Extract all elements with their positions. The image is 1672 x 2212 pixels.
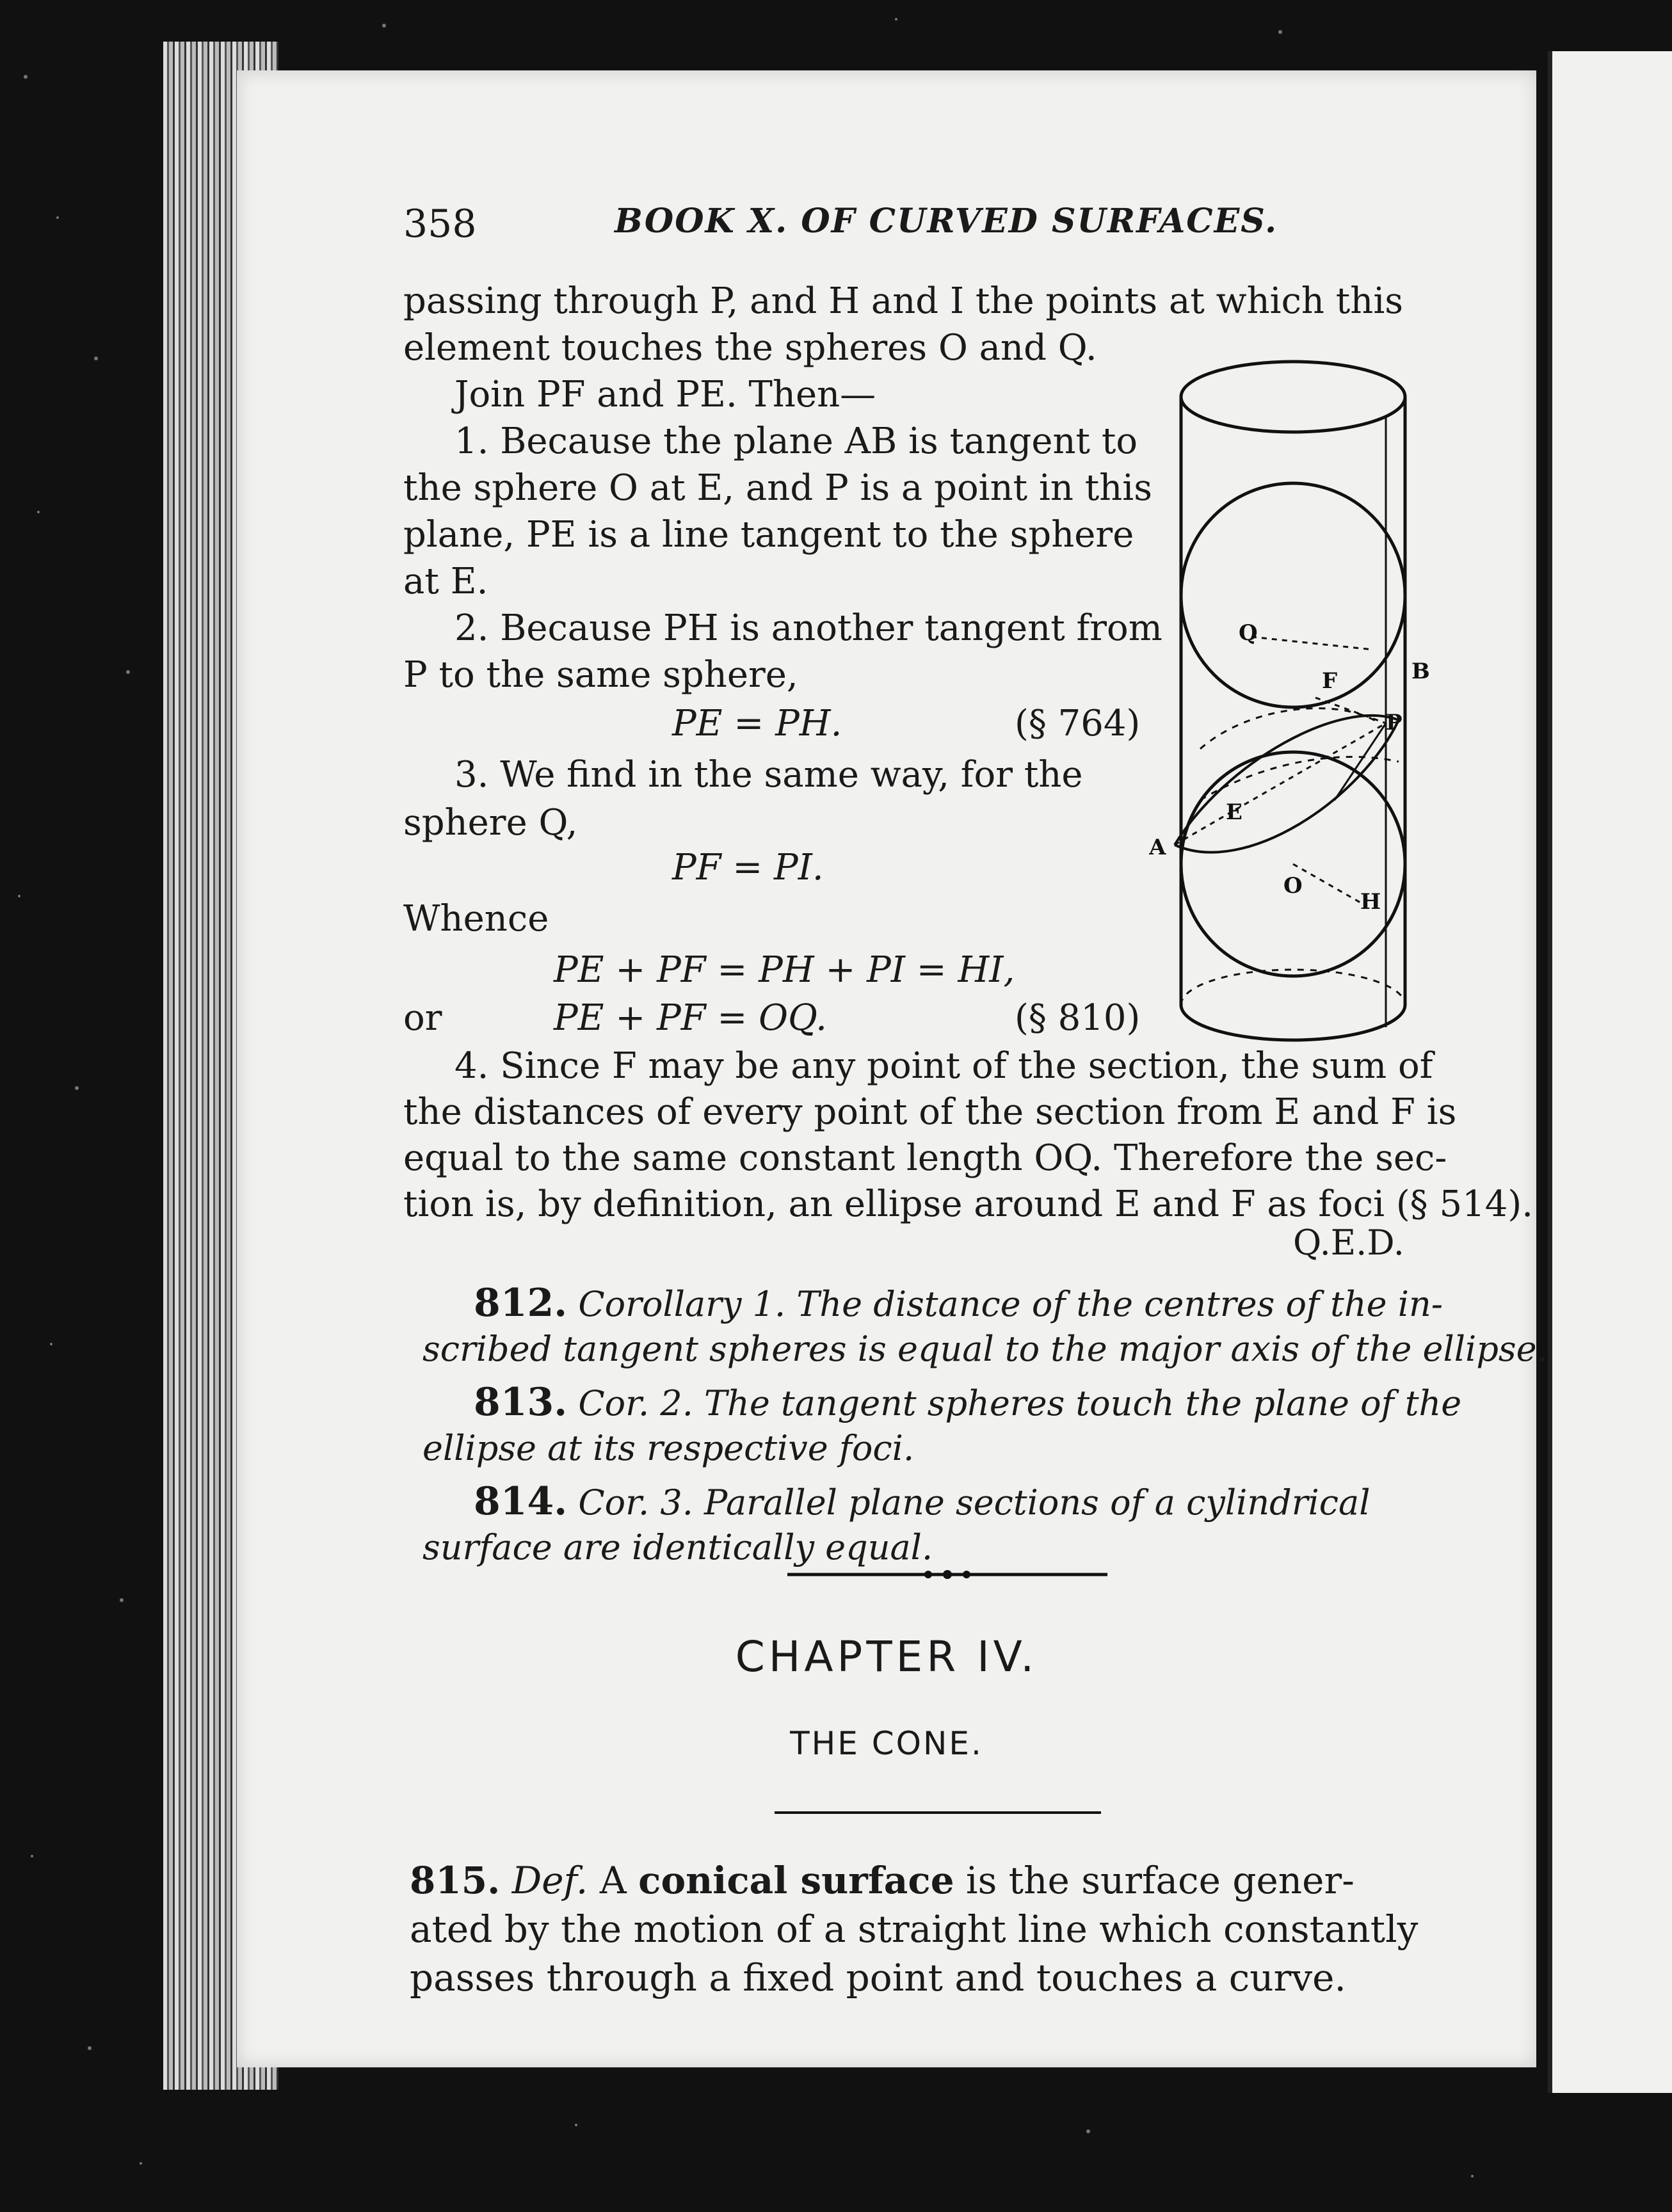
body-line: equal to the same constant length OQ. Therefore the sec- [403, 1137, 1447, 1179]
line-oh [1293, 864, 1360, 902]
definition-text: is the surface gener- [954, 1859, 1354, 1902]
chapter-title: CHAPTER IV. [735, 1632, 1038, 1681]
definition-term: conical surface [638, 1859, 954, 1902]
corollary-812 [474, 1280, 1443, 1327]
chapter-rule [775, 1811, 1101, 1814]
body-line: Join PF and PE. Then— [454, 374, 876, 415]
body-line: passing through P, and H and I the points at which this [403, 280, 1404, 322]
equation: PE = PH. [672, 703, 842, 744]
page-number: 358 [403, 202, 477, 246]
body-line: 4. Since F may be any point of the section, the sum of [454, 1045, 1433, 1087]
qed: Q.E.D. [1293, 1222, 1404, 1263]
equation-reference: (§ 810) [1015, 997, 1141, 1039]
definition-line: ated by the motion of a straight line which constantly [410, 1907, 1419, 1951]
corollary-814 [474, 1479, 1371, 1526]
definition-text: A [599, 1859, 639, 1902]
equation: PF = PI. [672, 847, 824, 888]
definition-815 [410, 1856, 1418, 2002]
corollary-number: 814. [474, 1479, 568, 1524]
figure-label-f: F [1322, 668, 1338, 694]
cylinder-bottom-front [1181, 1005, 1405, 1040]
line-ph [1335, 723, 1386, 800]
equation: PE + PF = OQ. [554, 997, 827, 1039]
page-header [403, 202, 1453, 253]
body-line: or [403, 997, 442, 1039]
corollary-text: surface are identically equal. [422, 1527, 933, 1567]
corollary-813 [474, 1379, 1461, 1427]
figure-label-h: H [1360, 889, 1381, 915]
book-page [237, 70, 1548, 2067]
corollary-text: ellipse at its respective foci. [422, 1428, 915, 1468]
facing-page [1552, 51, 1672, 2093]
figure-label-b: B [1411, 659, 1430, 684]
body-line: the sphere O at E, and P is a point in this [403, 467, 1152, 509]
body-line: element touches the spheres O and Q. [403, 327, 1097, 369]
corollary-text: scribed tangent spheres is equal to the major axis of the ellipse. [422, 1329, 1548, 1369]
line-qi [1251, 637, 1373, 650]
definition-line: passes through a fixed point and touches a curve. [410, 1956, 1346, 2000]
corollary-number: 813. [474, 1380, 568, 1425]
body-line: tion is, by definition, an ellipse around E and F as foci (§ 514). [403, 1183, 1534, 1225]
body-line: plane, PE is a line tangent to the sphere [403, 514, 1134, 556]
corollary-text: Corollary 1. The distance of the centres of the in- [578, 1284, 1443, 1324]
body-line: 1. Because the plane AB is tangent to [454, 421, 1138, 462]
definition-label: Def. [511, 1859, 588, 1902]
figure-label-o: O [1283, 873, 1303, 899]
body-line: 2. Because PH is another tangent from [454, 607, 1162, 649]
body-line: 3. We find in the same way, for the [454, 754, 1083, 796]
line-pf [1315, 698, 1386, 723]
corollary-number: 812. [474, 1281, 568, 1326]
figure-label-e: E [1226, 799, 1242, 825]
figure-label-q: Q [1239, 620, 1258, 646]
ellipse-section-lower [1175, 720, 1399, 853]
definition-line [410, 1856, 1418, 1905]
section-ornament [787, 1565, 1107, 1584]
figure-label-a: A [1149, 835, 1166, 860]
body-line: the distances of every point of the section from E and F is [403, 1091, 1457, 1133]
body-line: sphere Q, [403, 802, 578, 844]
figure-label-p: P [1386, 710, 1403, 735]
cylinder-figure [1149, 339, 1437, 1059]
body-line: Whence [403, 898, 549, 940]
definition-number: 815. [410, 1859, 501, 1902]
body-line: P to the same sphere, [403, 654, 798, 696]
corollary-text: Cor. 3. Parallel plane sections of a cylindrical [578, 1482, 1371, 1523]
corollary-text: Cor. 2. The tangent spheres touch the plane of the [578, 1383, 1462, 1423]
equation: PE + PF = PH + PI = HI, [554, 949, 1015, 991]
line-pe [1235, 723, 1386, 810]
sphere-q [1181, 483, 1405, 707]
cylinder-top [1181, 362, 1405, 432]
body-line: at E. [403, 561, 488, 602]
running-head: BOOK X. OF CURVED SURFACES. [615, 202, 1278, 241]
chapter-subtitle: THE CONE. [790, 1725, 983, 1762]
equation-reference: (§ 764) [1015, 703, 1141, 744]
